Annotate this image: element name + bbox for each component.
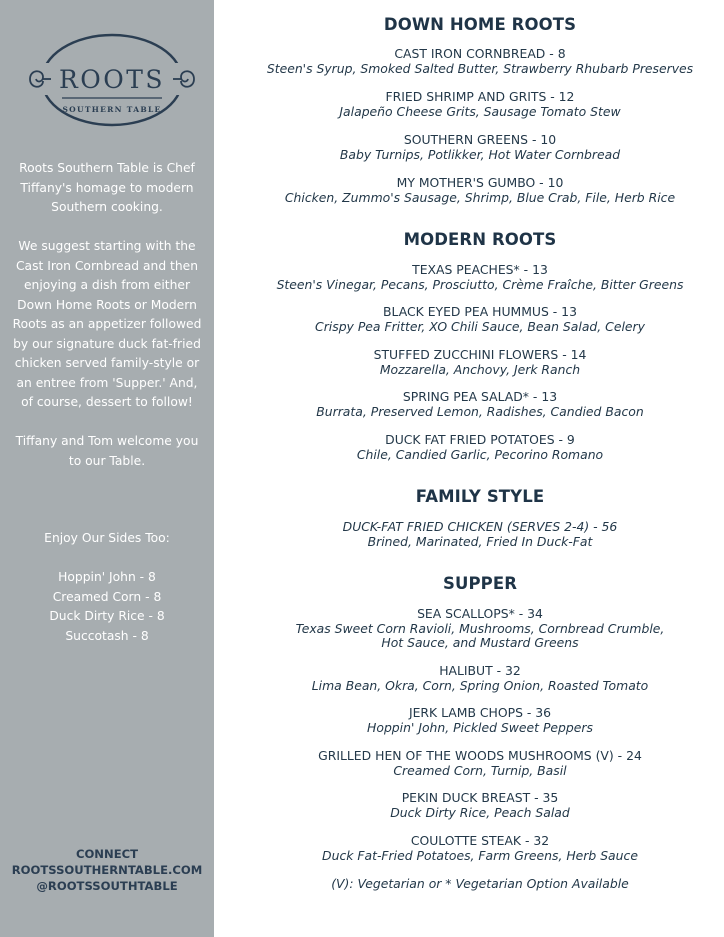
section-title-modern-roots: MODERN ROOTS [403, 230, 557, 249]
dish-name: COULOTTE STEAK - 32 [410, 833, 550, 848]
dish-name: DUCK FAT FRIED POTATOES - 9 [385, 432, 575, 447]
dish-description: Brined, Marinated, Fried In Duck-Fat [367, 533, 593, 549]
dish-description: Hoppin' John, Pickled Sweet Peppers [367, 719, 593, 735]
dish-name: CAST IRON CORNBREAD - 8 [394, 46, 566, 61]
dish-description: Burrata, Preserved Lemon, Radishes, Candied Bacon [316, 403, 644, 419]
website-link[interactable]: ROOTSSOUTHERNTABLE.COM [11, 863, 203, 877]
sides-title: Enjoy Our Sides Too: [44, 531, 170, 545]
dish-name: GRILLED HEN OF THE WOODS MUSHROOMS (V) - 24 [318, 748, 642, 763]
dish-name: STUFFED ZUCCHINI FLOWERS - 14 [373, 347, 587, 362]
dietary-note: (V): Vegetarian or * Vegetarian Option Available [331, 876, 629, 891]
section-title-down-home-roots: DOWN HOME ROOTS [383, 15, 577, 34]
dish-description: Mozzarella, Anchovy, Jerk Ranch [379, 361, 581, 377]
dish-name: SPRING PEA SALAD* - 13 [402, 389, 558, 404]
side-item: Creamed Corn - 8 [52, 589, 162, 604]
dish-description: Texas Sweet Corn Ravioli, Mushrooms, Cornbread Crumble, [295, 620, 665, 636]
dish-description: Baby Turnips, Potlikker, Hot Water Cornbread [339, 146, 621, 162]
dish-description-continued: Hot Sauce, and Mustard Greens [381, 635, 579, 650]
intro-text [10, 159, 204, 491]
menu-item [252, 834, 708, 863]
intro-paragraph: We suggest starting with the Cast Iron Cornbread and then enjoying a dish from either Down Home Roots or Modern Roots as an appetizer followed by our signature duck fat-fried chicken served family-style or an entree from 'Supper.' And, of course, dessert to follow! [12, 239, 202, 409]
social-handle[interactable]: @ROOTSSOUTHTABLE [36, 879, 178, 893]
menu-item [252, 305, 708, 334]
menu-item [252, 664, 708, 693]
menu-item [252, 176, 708, 205]
intro-paragraph: Roots Southern Table is Chef Tiffany's homage to modern Southern cooking. [19, 161, 195, 214]
dish-description: Duck Fat-Fried Potatoes, Farm Greens, Herb Sauce [322, 847, 638, 863]
dish-name: FRIED SHRIMP AND GRITS - 12 [385, 89, 575, 104]
dish-description: Chicken, Zummo's Sausage, Shrimp, Blue Crab, File, Herb Rice [284, 189, 676, 205]
roots-logo [24, 32, 200, 128]
dish-description: Chile, Candied Garlic, Pecorino Romano [356, 446, 604, 462]
dish-name: DUCK-FAT FRIED CHICKEN (SERVES 2-4) - 56 [342, 519, 618, 534]
logo-tagline: SOUTHERN TABLE [62, 105, 162, 114]
menu-item [252, 749, 708, 778]
menu-item [252, 90, 708, 119]
section-title-family-style: FAMILY STYLE [415, 487, 545, 506]
menu-item [252, 348, 708, 377]
menu-item [252, 433, 708, 462]
dish-name: SEA SCALLOPS* - 34 [417, 606, 543, 621]
menu-item [252, 607, 708, 651]
side-item: Succotash - 8 [65, 628, 149, 643]
dish-description: Steen's Vinegar, Pecans, Prosciutto, Crème Fraîche, Bitter Greens [276, 276, 684, 292]
dish-description: Jalapeño Cheese Grits, Sausage Tomato Stew [339, 103, 621, 119]
menu-item [252, 133, 708, 162]
dish-description: Lima Bean, Okra, Corn, Spring Onion, Roasted Tomato [311, 677, 649, 693]
intro-paragraph: Tiffany and Tom welcome you to our Table. [15, 434, 199, 468]
sides-list [10, 529, 204, 646]
menu-item [252, 47, 708, 76]
dish-name: HALIBUT - 32 [439, 663, 521, 678]
dish-name: PEKIN DUCK BREAST - 35 [401, 790, 559, 805]
logo-wordmark: ROOTS [58, 65, 166, 94]
menu-item [252, 263, 708, 292]
side-item: Hoppin' John - 8 [58, 570, 156, 584]
sidebar [0, 0, 214, 937]
dish-name: BLACK EYED PEA HUMMUS - 13 [383, 304, 577, 319]
dish-description: Crispy Pea Fritter, XO Chili Sauce, Bean Salad, Celery [315, 318, 645, 334]
menu-item [252, 791, 708, 820]
side-item: Duck Dirty Rice - 8 [49, 609, 165, 623]
dish-name: SOUTHERN GREENS - 10 [403, 132, 557, 147]
dish-description: Steen's Syrup, Smoked Salted Butter, Strawberry Rhubarb Preserves [266, 60, 694, 76]
connect-label: CONNECT [75, 847, 139, 861]
connect-block [0, 846, 214, 894]
menu-item [252, 390, 708, 419]
menu-item [252, 706, 708, 735]
dish-description: Creamed Corn, Turnip, Basil [393, 762, 567, 778]
dish-name: MY MOTHER'S GUMBO - 10 [396, 175, 564, 190]
menu-item [252, 520, 708, 549]
section-title-supper: SUPPER [442, 574, 518, 593]
dish-name: TEXAS PEACHES* - 13 [412, 262, 548, 277]
dish-name: JERK LAMB CHOPS - 36 [408, 705, 552, 720]
dish-description: Duck Dirty Rice, Peach Salad [390, 804, 570, 820]
